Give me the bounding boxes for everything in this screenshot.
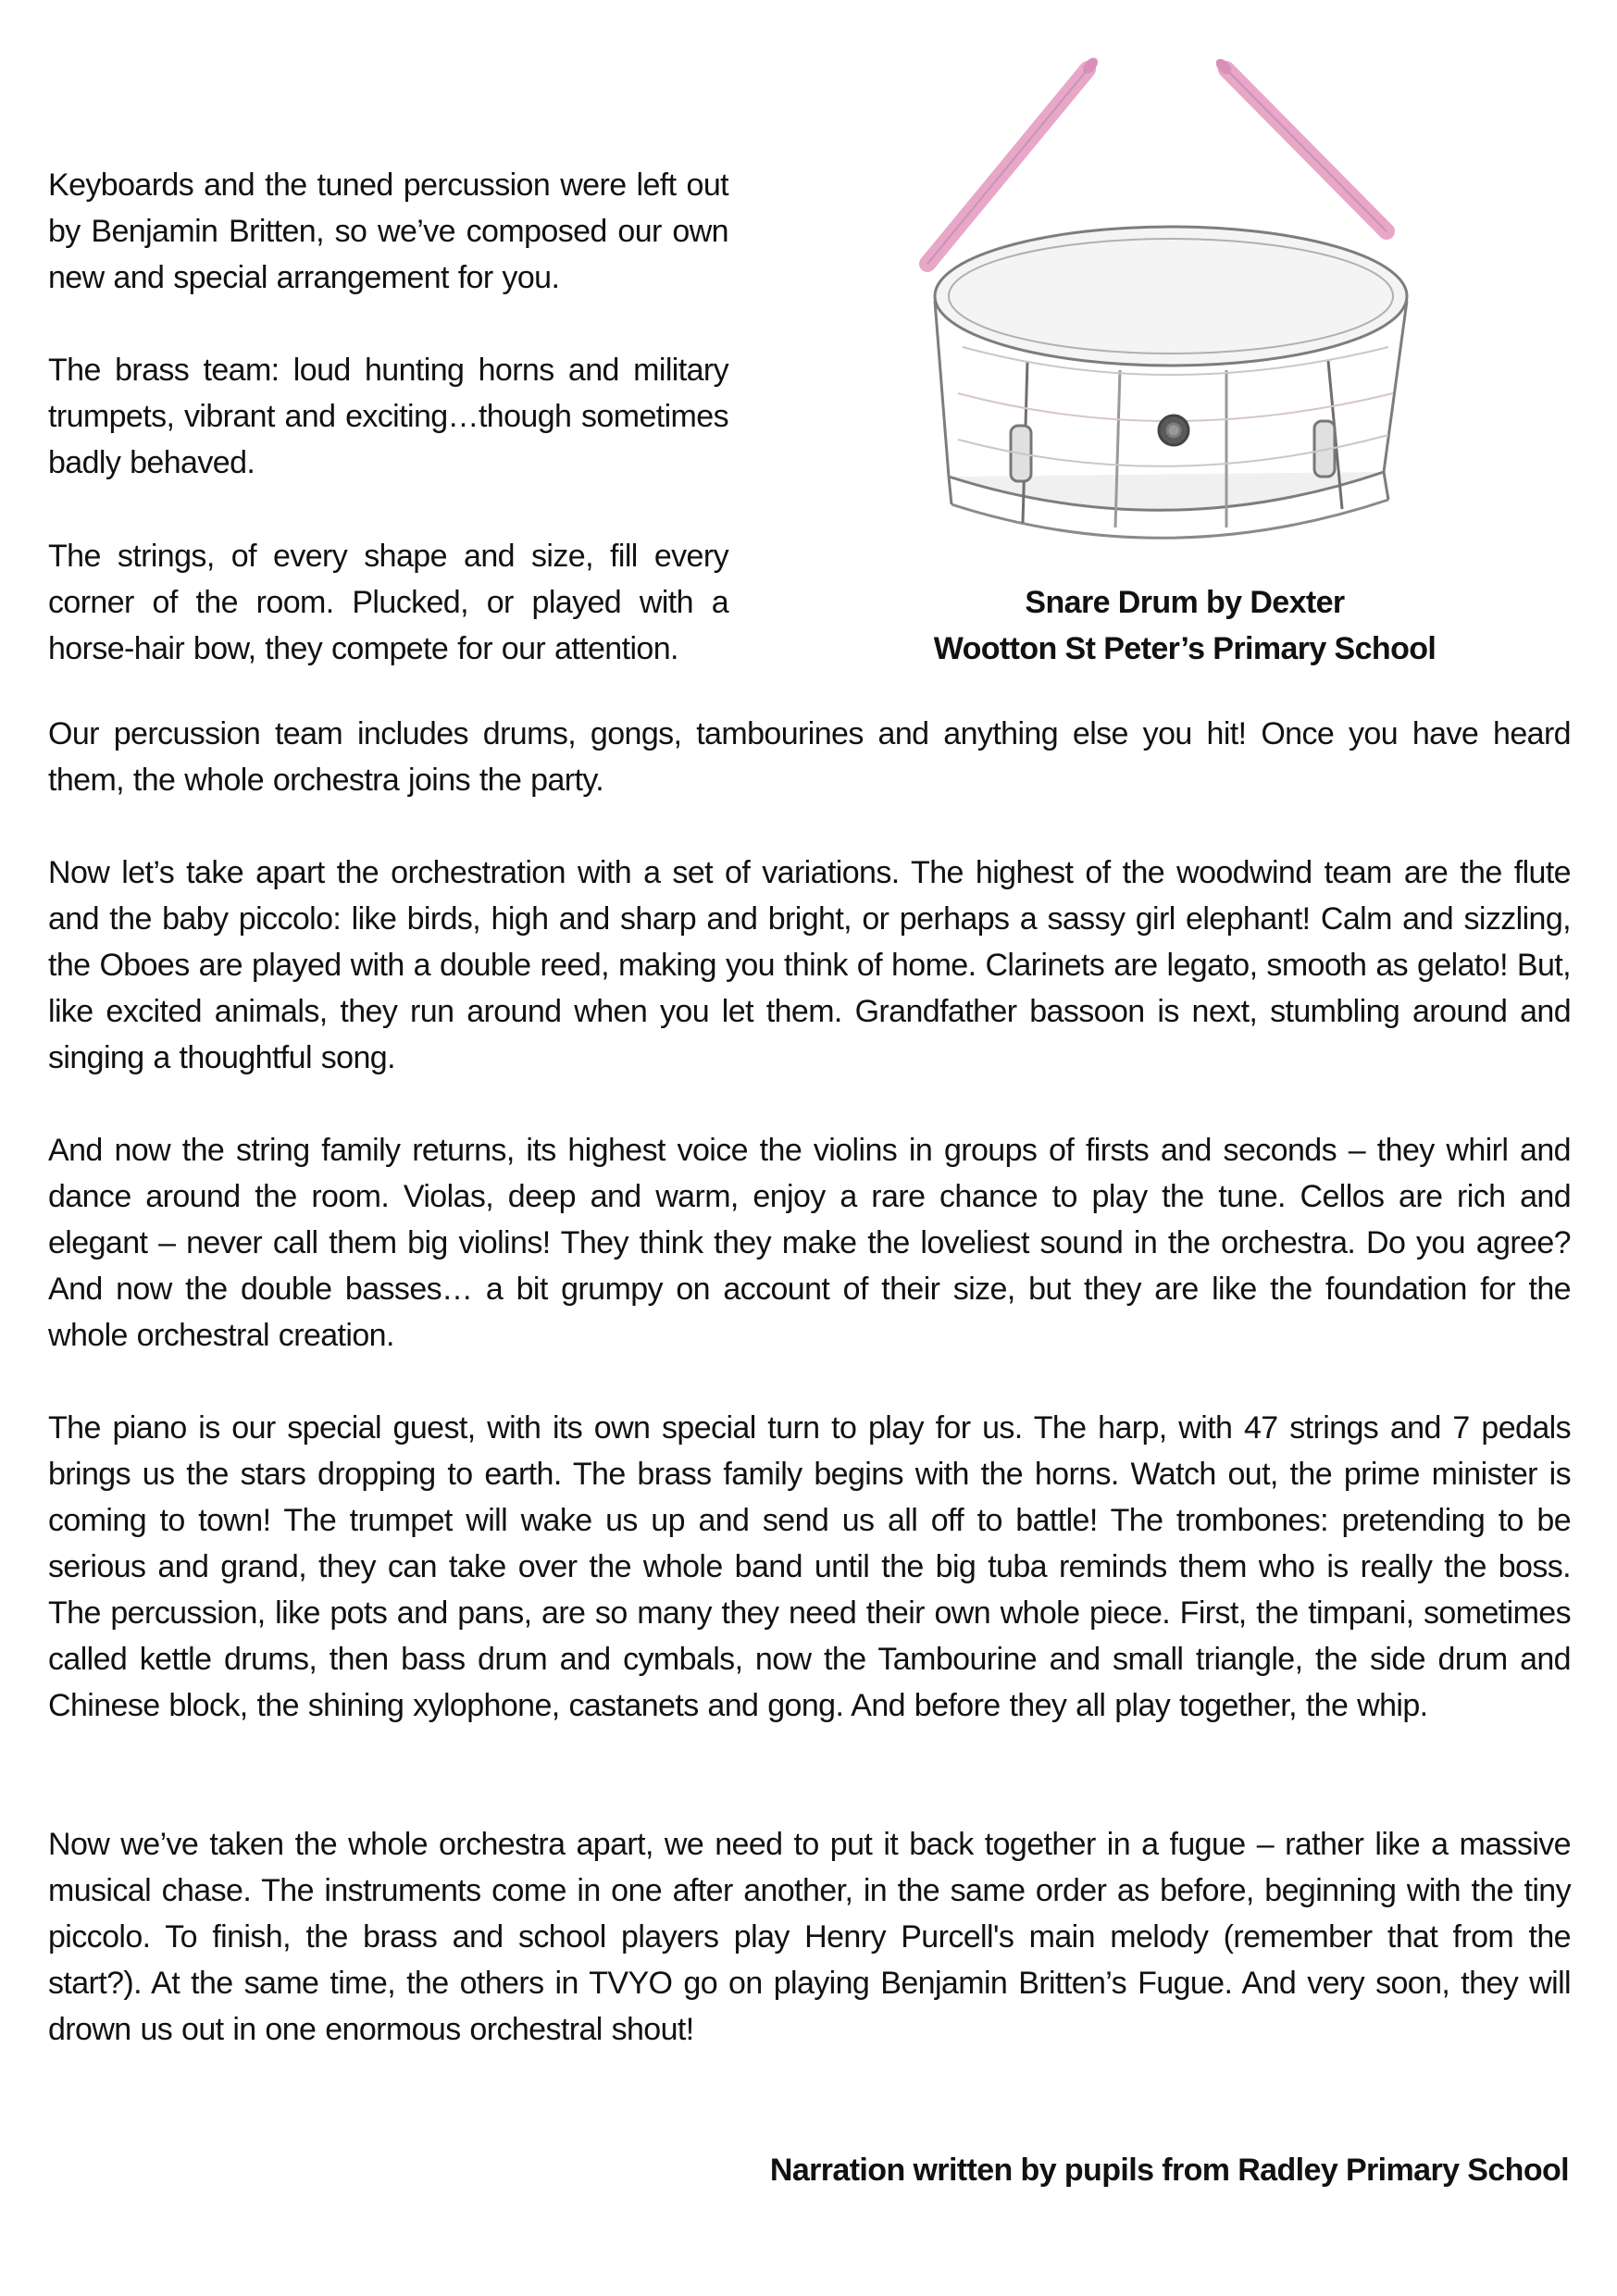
illustration-caption <box>889 579 1481 672</box>
paragraph-percussion: Our percussion team includes drums, gongs, tambourines and anything else you hit! Once you have heard them, the whole orchestra joins the party. <box>48 716 1571 798</box>
paragraph-brass-team: The brass team: loud hunting horns and military trumpets, vibrant and exciting…though sometimes badly behaved. <box>48 353 728 480</box>
caption-title: Snare Drum by Dexter <box>1025 585 1345 620</box>
narration-credit: Narration written by pupils from Radley Primary School <box>769 2153 1569 2188</box>
drumstick-right <box>1213 56 1387 231</box>
caption-school: Wootton St Peter’s Primary School <box>933 631 1437 666</box>
paragraph-fugue: Now we’ve taken the whole orchestra apart, we need to put it back together in a fugue – rather like a massive musical chase. The instruments come in one after another, in the same order as before, beginning with the tiny piccolo. To finish, the brass and school players play Henry Purcell's main melody (remember that from the start?). At the same time, the others in TVYO go on playing Benjamin Britten’s Fugue. And very soon, they will drown us out in one enormous orchestral shout! <box>48 1827 1571 2047</box>
paragraph-keyboards: Keyboards and the tuned percussion were left out by Benjamin Britten, so we’ve composed our own new and special arrangement for you. <box>48 168 728 295</box>
drum-body <box>935 227 1407 538</box>
paragraph-woodwind-variations: Now let’s take apart the orchestration with a set of variations. The highest of the woodwind team are the flute and the baby piccolo: like birds, high and sharp and bright, or perhaps a sassy girl elephant! Calm and sizzling, the Oboes are played with a double reed, making you think of home. Clarinets are legato, smooth as gelato! But, like excited animals, they run around when you let them. Grandfather bassoon is next, stumbling around and singing a thoughtful song. <box>48 855 1571 1075</box>
paragraph-string-family: And now the string family returns, its highest voice the violins in groups of firsts and seconds – they whirl and dance around the room. Violas, deep and warm, enjoy a rare chance to play the tune. Cellos are rich and elegant – never call them big violins! They think they make the loveliest sound in the orchestra. Do you agree? And now the double basses… a bit grumpy on account of their size, but they are like the foundation for the whole orchestral creation. <box>48 1133 1571 1353</box>
paragraph-piano-brass-percussion: The piano is our special guest, with its own special turn to play for us. The harp, with 47 strings and 7 pedals brings us the stars dropping to earth. The brass family begins with the horns. Watch out, the prime minister is coming to town! The trumpet will wake us up and send us all off to battle! The trombones: pretending to be serious and grand, they can take over the whole band until the big tuba reminds them who is really the boss. The percussion, like pots and pans, are so many they need their own whole piece. First, the timpani, sometimes called kettle drums, then bass drum and cymbals, now the Tambourine and small triangle, the side drum and Chinese block, the shining xylophone, castanets and gong. And before they all play together, the whip. <box>48 1410 1571 1723</box>
snare-drum-drawing-icon <box>907 42 1425 565</box>
paragraph-strings: The strings, of every shape and size, fill every corner of the room. Plucked, or played with a horse-hair bow, they compete for our attention. <box>48 539 728 666</box>
